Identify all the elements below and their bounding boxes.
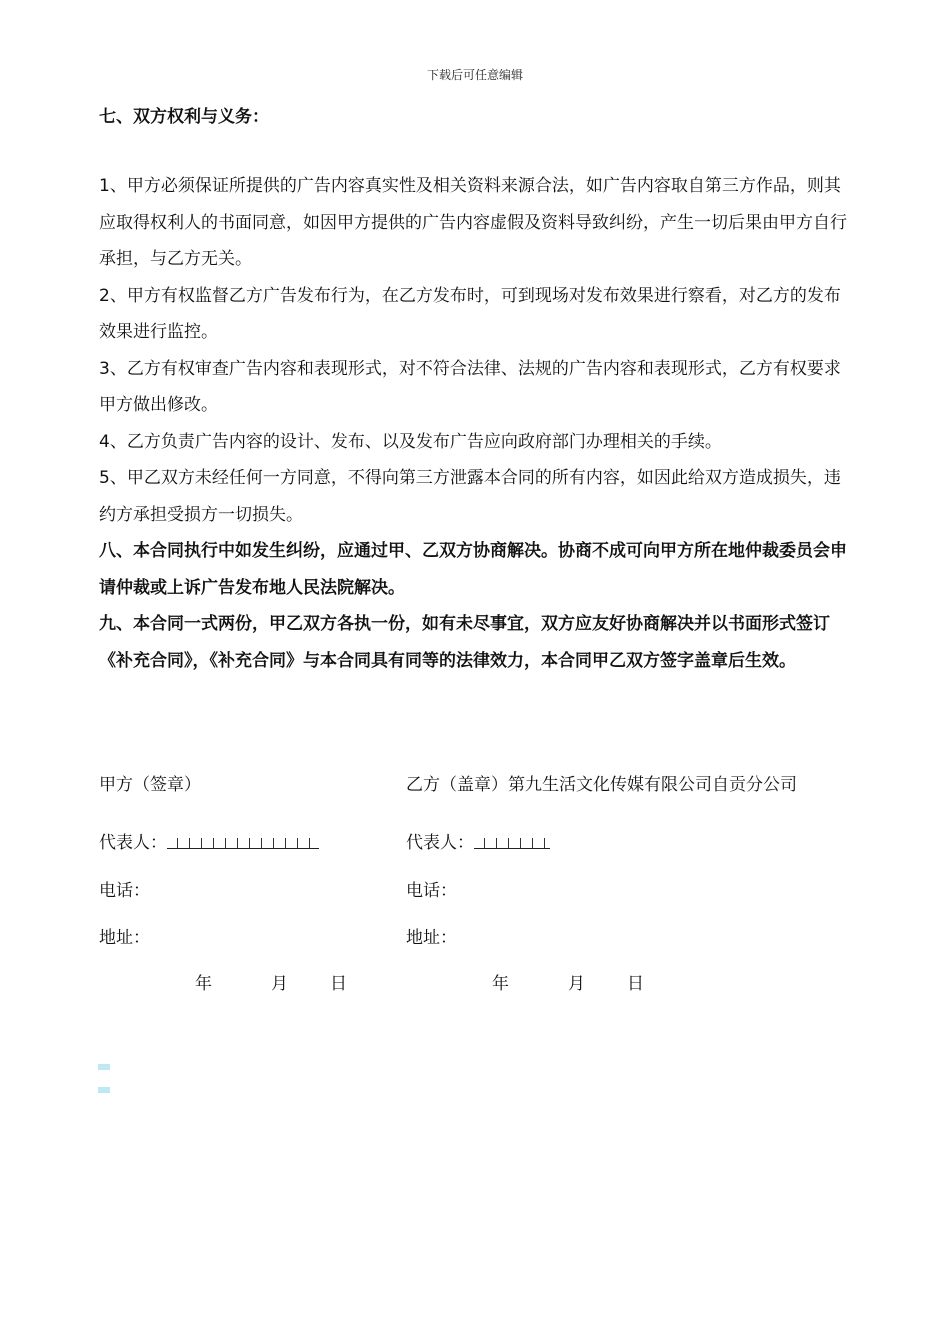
party-a-rep-row [99, 828, 319, 853]
clause-7-5: 5、甲乙双方未经任何一方同意，不得向第三方泄露本合同的所有内容，如因此给双方造成损失，违约方承担受损方一切损失。 [99, 468, 841, 525]
party-a-rep-label: 代表人： [99, 833, 167, 853]
party-a-title: 甲方（签章） [99, 775, 201, 795]
party-b-date-year: 年 [492, 974, 509, 994]
party-b-rep-blank [474, 838, 550, 849]
party-b-phone-label: 电话： [406, 881, 457, 901]
party-b-rep-label: 代表人： [406, 833, 474, 853]
clause-7-4: 4、乙方负责广告内容的设计、发布、以及发布广告应向政府部门办理相关的手续。 [99, 431, 722, 452]
clause-7-1: 1、甲方必须保证所提供的广告内容真实性及相关资料来源合法，如广告内容取自第三方作品，则其应取得权利人的书面同意，如因甲方提供的广告内容虚假及资料导致纠纷，产生一切后果由甲方自行承担，与乙方无关。 [99, 176, 847, 269]
decorative-mark [98, 1087, 110, 1093]
party-b-title: 乙方（盖章）第九生活文化传媒有限公司自贡分公司 [406, 775, 797, 795]
decorative-mark [98, 1064, 110, 1070]
section-9: 九、本合同一式两份，甲乙双方各执一份，如有未尽事宜，双方应友好协商解决并以书面形式签订《补充合同》，《补充合同》与本合同具有同等的法律效力，本合同甲乙双方签字盖章后生效。 [99, 614, 830, 671]
contract-body [99, 168, 855, 679]
party-b-address-label: 地址： [406, 928, 457, 948]
party-a-date [195, 969, 347, 994]
party-a-date-day: 日 [330, 974, 347, 994]
party-a-address-label: 地址： [99, 928, 150, 948]
party-b-rep-row [406, 828, 550, 853]
section-8: 八、本合同执行中如发生纠纷，应通过甲、乙双方协商解决。协商不成可向甲方所在地仲裁委员会申请仲裁或上诉广告发布地人民法院解决。 [99, 541, 847, 598]
party-a-phone-label: 电话： [99, 881, 150, 901]
party-a-rep-blank [167, 838, 319, 849]
party-b-date-day: 日 [627, 974, 644, 994]
section-7-heading: 七、双方权利与义务： [99, 107, 269, 127]
page-header: 下载后可任意编辑 [426, 68, 523, 82]
party-a-date-year: 年 [195, 974, 212, 994]
clause-7-2: 2、甲方有权监督乙方广告发布行为，在乙方发布时，可到现场对发布效果进行察看，对乙方的发布效果进行监控。 [99, 285, 841, 342]
party-a-date-month: 月 [271, 974, 288, 994]
clause-7-3: 3、乙方有权审查广告内容和表现形式，对不符合法律、法规的广告内容和表现形式，乙方有权要求甲方做出修改。 [99, 358, 841, 415]
party-b-date [492, 969, 644, 994]
party-b-date-month: 月 [568, 974, 585, 994]
